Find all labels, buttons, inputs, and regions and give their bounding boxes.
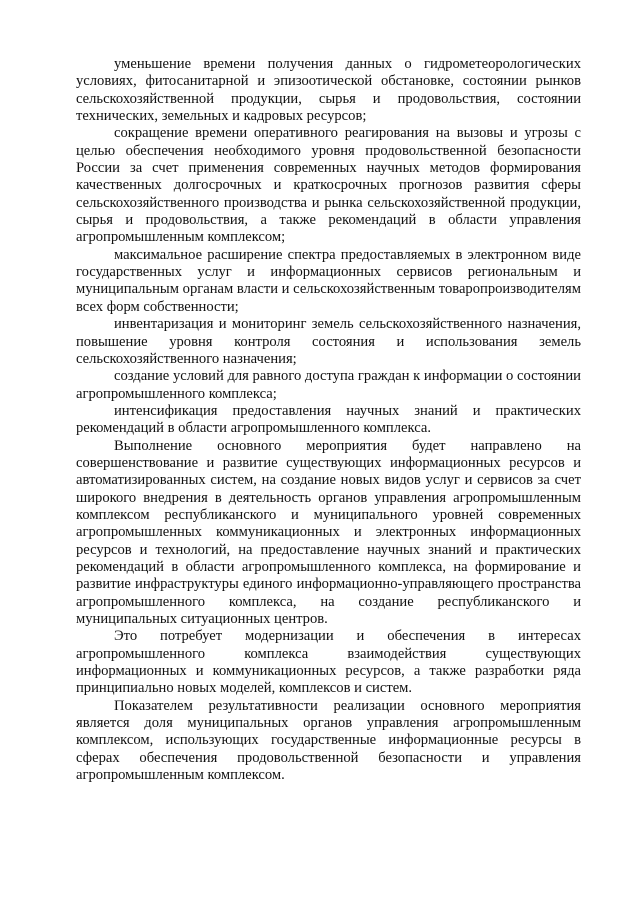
list-item-land-inventory: инвентаризация и мониторинг земель сельскохозяйственного назначения, повышение уровня контроля состояния и использования земель сельскохозяйственного назначения; [76,316,581,367]
paragraph-modernization: Это потребует модернизации и обеспечения в интересах агропромышленного комплекса взаимодействия существующих информационных и коммуникационных ресурсов, а также разработки ряда принципиально новых моделей, комплексов и систем. [76,628,581,697]
list-item-response-time: сокращение времени оперативного реагирования на вызовы и угрозы с целью обеспечения необходимого уровня продовольственной безопасности России за счет применения современных научных методов формирования качественных долгосрочных и краткосрочных прогнозов развития сферы сельскохозяйственного производства и рынка сельскохозяйственной продукции, сырья и продовольствия, а также рекомендаций в области управления агропромышленным комплексом; [76,125,581,246]
list-item-data-time: уменьшение времени получения данных о гидрометеорологических условиях, фитосанитарной и эпизоотической обстановке, состоянии рынков сельскохозяйственной продукции, сырья и продовольствия, состоянии технических, земельных и кадровых ресурсов; [76,56,581,125]
list-item-equal-access: создание условий для равного доступа граждан к информации о состоянии агропромышленного комплекса; [76,368,581,402]
list-item-knowledge: интенсификация предоставления научных знаний и практических рекомендаций в области агропромышленного комплекса. [76,402,581,437]
paragraph-indicator: Показателем результативности реализации основного мероприятия является доля муниципальных органов управления агропромышленным комплексом, использующих государственные информационные ресурсы в сферах обеспечения продовольственной безопасности и управления агропромышленным комплексом. [76,697,581,784]
document-page [76,56,581,784]
list-item-e-services: максимальное расширение спектра предоставляемых в электронном виде государственных услуг и информационных сервисов региональным и муниципальным органам власти и сельскохозяйственным товаропроизводителям всех форм собственности; [76,246,581,315]
paragraph-implementation: Выполнение основного мероприятия будет направлено на совершенствование и развитие существующих информационных ресурсов и автоматизированных систем, на создание новых видов услуг и сервисов за счет широкого внедрения в деятельность органов управления агропромышленным комплексом республиканского и муниципального уровней современных агропромышленных коммуникационных и электронных информационных ресурсов и технологий, на предоставление научных знаний и практических рекомендаций в области агропромышленного комплекса, на формирование и развитие инфраструктуры единого информационно-управляющего пространства агропромышленного комплекса, на создание республиканского и муниципальных ситуационных центров. [76,437,581,627]
